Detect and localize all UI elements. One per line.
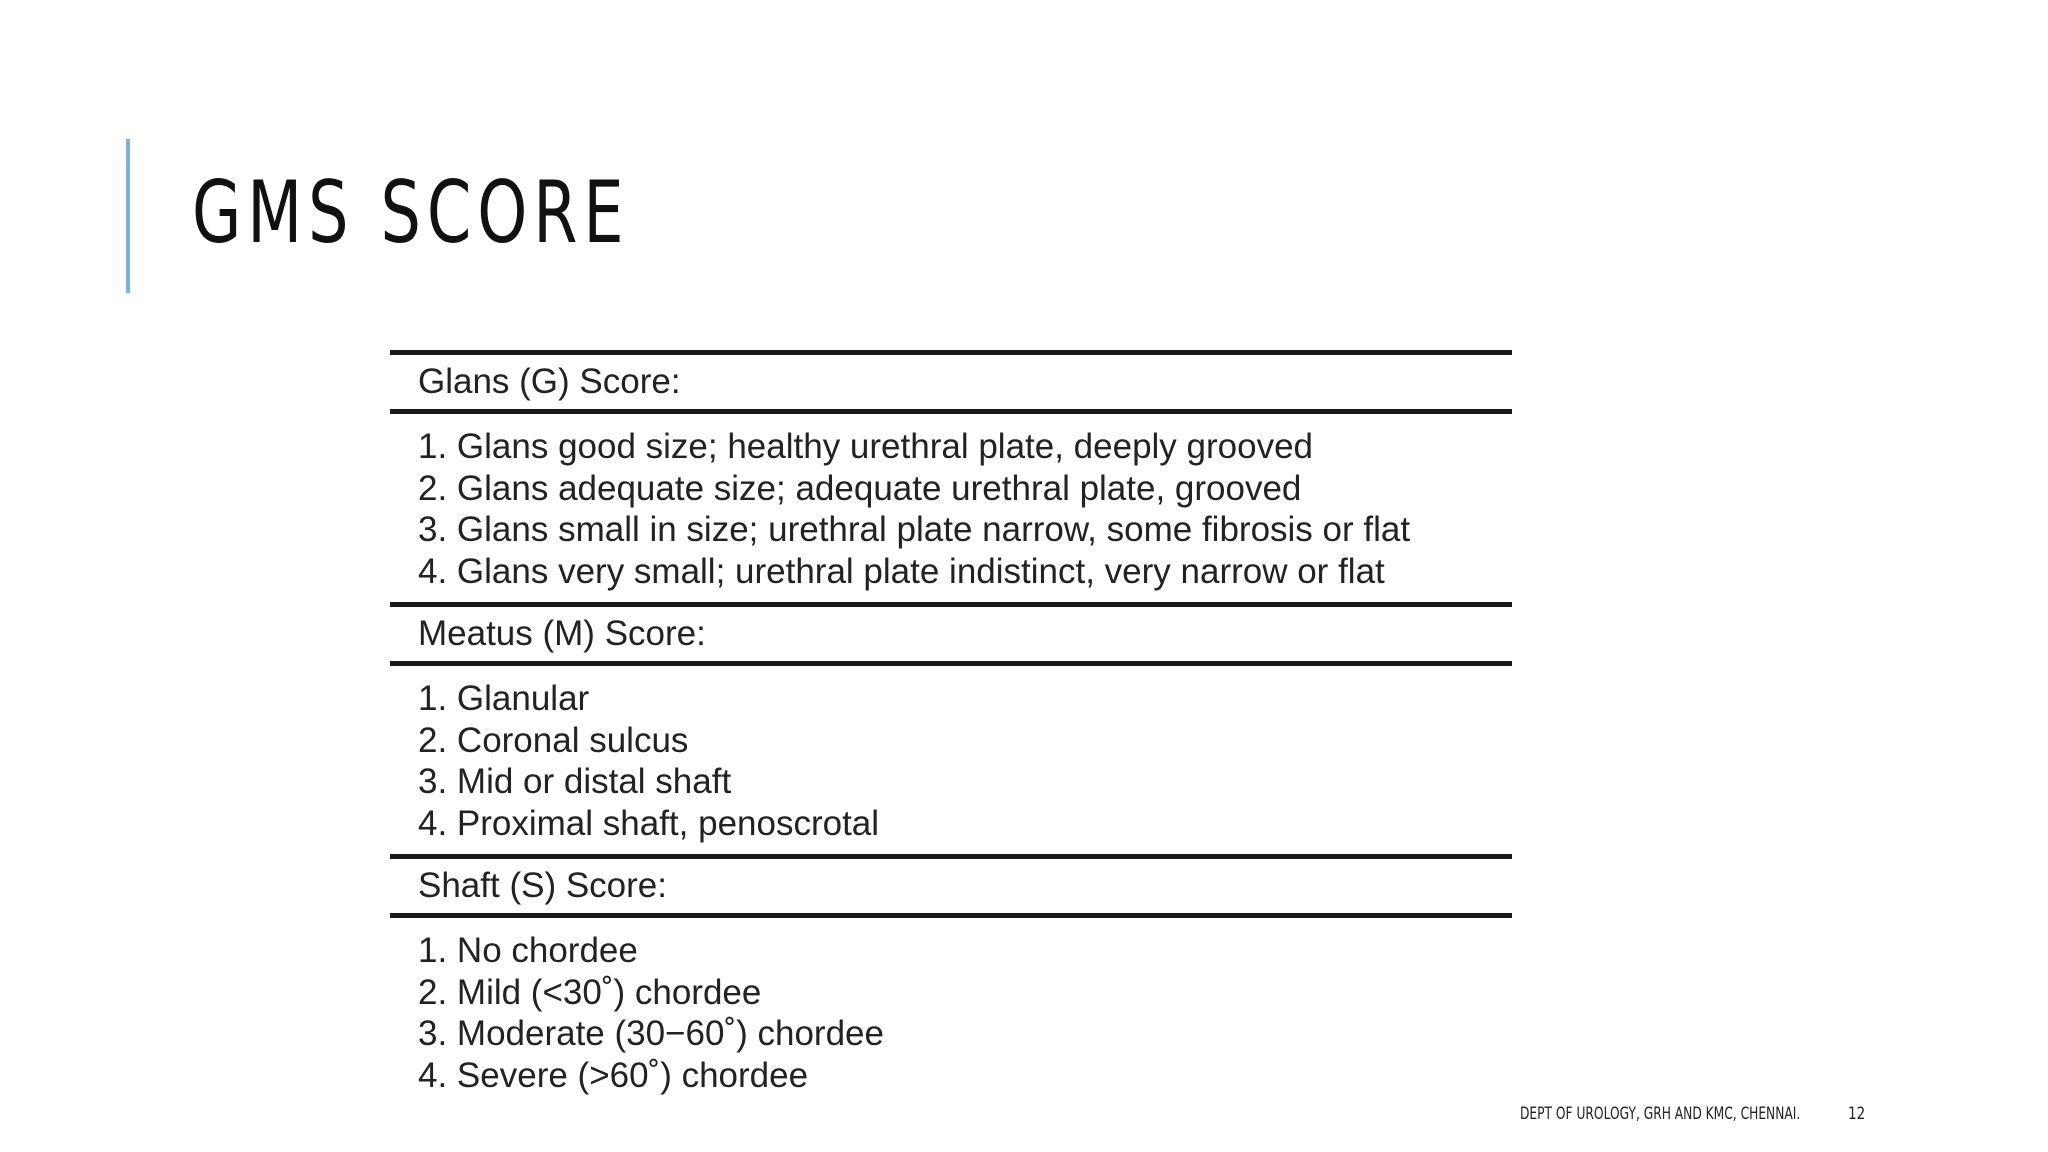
list-item: 3. Moderate (30−60˚) chordee <box>418 1014 884 1053</box>
list-item: 4. Proximal shaft, penoscrotal <box>418 803 880 843</box>
list-item: 1. No chordee <box>418 931 638 970</box>
list-item: 1. Glanular <box>418 679 590 718</box>
list-item: 1. Glans good size; healthy urethral plate, deeply grooved <box>418 427 1314 466</box>
slide-title: GMS SCORE <box>192 163 630 263</box>
meatus-score-items <box>390 666 1512 854</box>
list-item: 4. Glans very small; urethral plate indistinct, very narrow or flat <box>418 551 1385 591</box>
list-item: 4. Severe (>60˚) chordee <box>418 1055 809 1095</box>
gms-score-table <box>390 350 1512 1106</box>
list-item: 3. Mid or distal shaft <box>418 762 732 801</box>
glans-score-items <box>390 414 1512 602</box>
list-item: 2. Mild (<30˚) chordee <box>418 972 762 1012</box>
list-item: 3. Glans small in size; urethral plate narrow, some fibrosis or flat <box>418 510 1411 549</box>
page-number: 12 <box>1848 1104 1866 1124</box>
shaft-score-header: Shaft (S) Score: <box>418 866 667 905</box>
glans-score-header: Glans (G) Score: <box>418 362 681 401</box>
meatus-score-header: Meatus (M) Score: <box>418 614 706 653</box>
title-accent-bar <box>126 139 130 293</box>
list-item: 2. Coronal sulcus <box>418 720 689 760</box>
footer-department: DEPT OF UROLOGY, GRH AND KMC, CHENNAI. <box>1520 1104 1801 1124</box>
list-item: 2. Glans adequate size; adequate urethral plate, grooved <box>418 468 1302 508</box>
shaft-score-items <box>390 918 1512 1106</box>
